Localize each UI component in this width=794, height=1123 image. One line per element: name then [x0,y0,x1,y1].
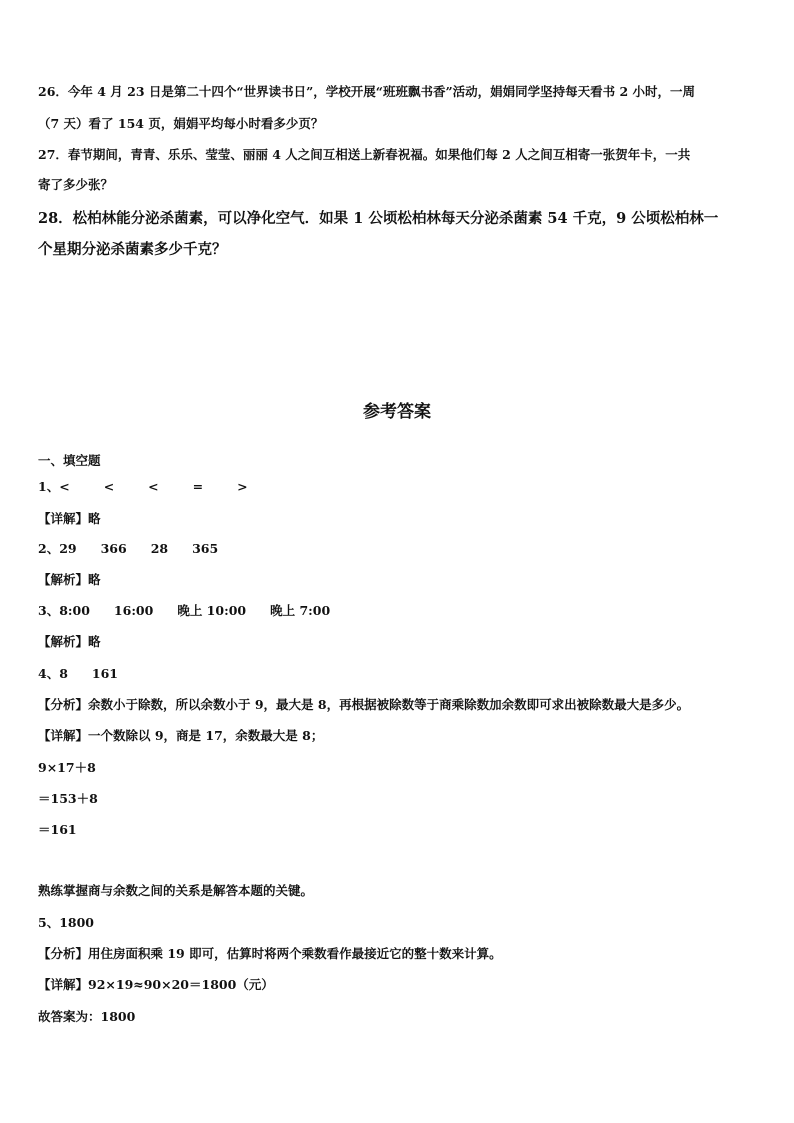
answer-5-final: 故答案为：1800 [38,1009,136,1024]
answer-1-item: = [192,479,204,494]
answer-1-number: 1、 [38,479,60,494]
answer-3 [38,603,330,619]
section-heading: 一、填空题 [38,453,101,468]
answer-3-item: 16:00 [113,603,154,618]
answer-2-item: 29 [59,541,77,556]
answer-3-item: 晚上 10:00 [177,603,247,618]
answer-5-analysis: 【分析】用住房面积乘 19 即可，估算时将两个乘数看作最接近它的整十数来计算。 [38,946,502,961]
question-26-line-2: （7 天）看了 154 页，娟娟平均每小时看多少页？ [38,116,324,131]
answer-1 [38,479,248,495]
answer-4-analysis: 【分析】余数小于除数，所以余数小于 9，最大是 8，再根据被除数等于商乘除数加余数即可求出被除数最大是多少。 [38,697,690,712]
answer-4-calc-step-3: ＝161 [38,822,77,837]
answer-3-number: 3、 [38,603,60,618]
answer-4-item: 8 [59,666,68,681]
answer-2-item: 366 [100,541,127,556]
answer-1-item: < [103,479,115,494]
answer-2-item: 28 [150,541,169,556]
question-26-line-1: 26．今年 4 月 23 日是第二十四个“世界读书日”，学校开展“班班飘书香”活动，娟娟同学坚持每天看书 2 小时，一周 [38,84,696,99]
answer-3-item: 8:00 [59,603,90,618]
answer-4-number: 4、 [38,666,60,681]
answer-4-calc-step-2: ＝153＋8 [38,791,98,806]
answer-2-number: 2、 [38,541,60,556]
answer-3-note: 【解析】略 [38,634,101,649]
answer-2-item: 365 [192,541,219,556]
answer-1-item: > [237,479,248,494]
question-27-line-2: 寄了多少张？ [38,177,114,192]
question-28-line-1: 28．松柏林能分泌杀菌素，可以净化空气．如果 1 公顷松柏林每天分泌杀菌素 54 千克，9 公顷松柏林一 [38,210,719,227]
answer-5-value: 1800 [59,915,94,930]
answer-5-number: 5、 [38,915,60,930]
question-27-line-1: 27．春节期间，青青、乐乐、莹莹、丽丽 4 人之间互相送上新春祝福。如果他们每 2 人之间互相寄一张贺年卡，一共 [38,147,691,162]
answer-4-detail: 【详解】一个数除以 9，商是 17，余数最大是 8； [38,728,324,743]
answer-2-note: 【解析】略 [38,572,101,587]
answer-1-item: < [148,479,159,494]
answer-3-item: 晚上 7:00 [270,603,331,618]
answer-1-note: 【详解】略 [38,511,101,526]
answers-title: 参考答案 [363,402,431,422]
question-28-line-2: 个星期分泌杀菌素多少千克？ [38,241,227,258]
answer-5 [38,915,94,931]
answer-4-item: 161 [91,666,118,681]
answer-4-summary: 熟练掌握商与余数之间的关系是解答本题的关键。 [38,883,314,898]
answer-5-detail: 【详解】92×19≈90×20＝1800（元） [38,977,274,992]
answer-4-calc-step-1: 9×17＋8 [38,760,96,775]
answer-1-item: < [59,479,70,494]
answer-4 [38,666,118,682]
answer-2 [38,541,218,557]
